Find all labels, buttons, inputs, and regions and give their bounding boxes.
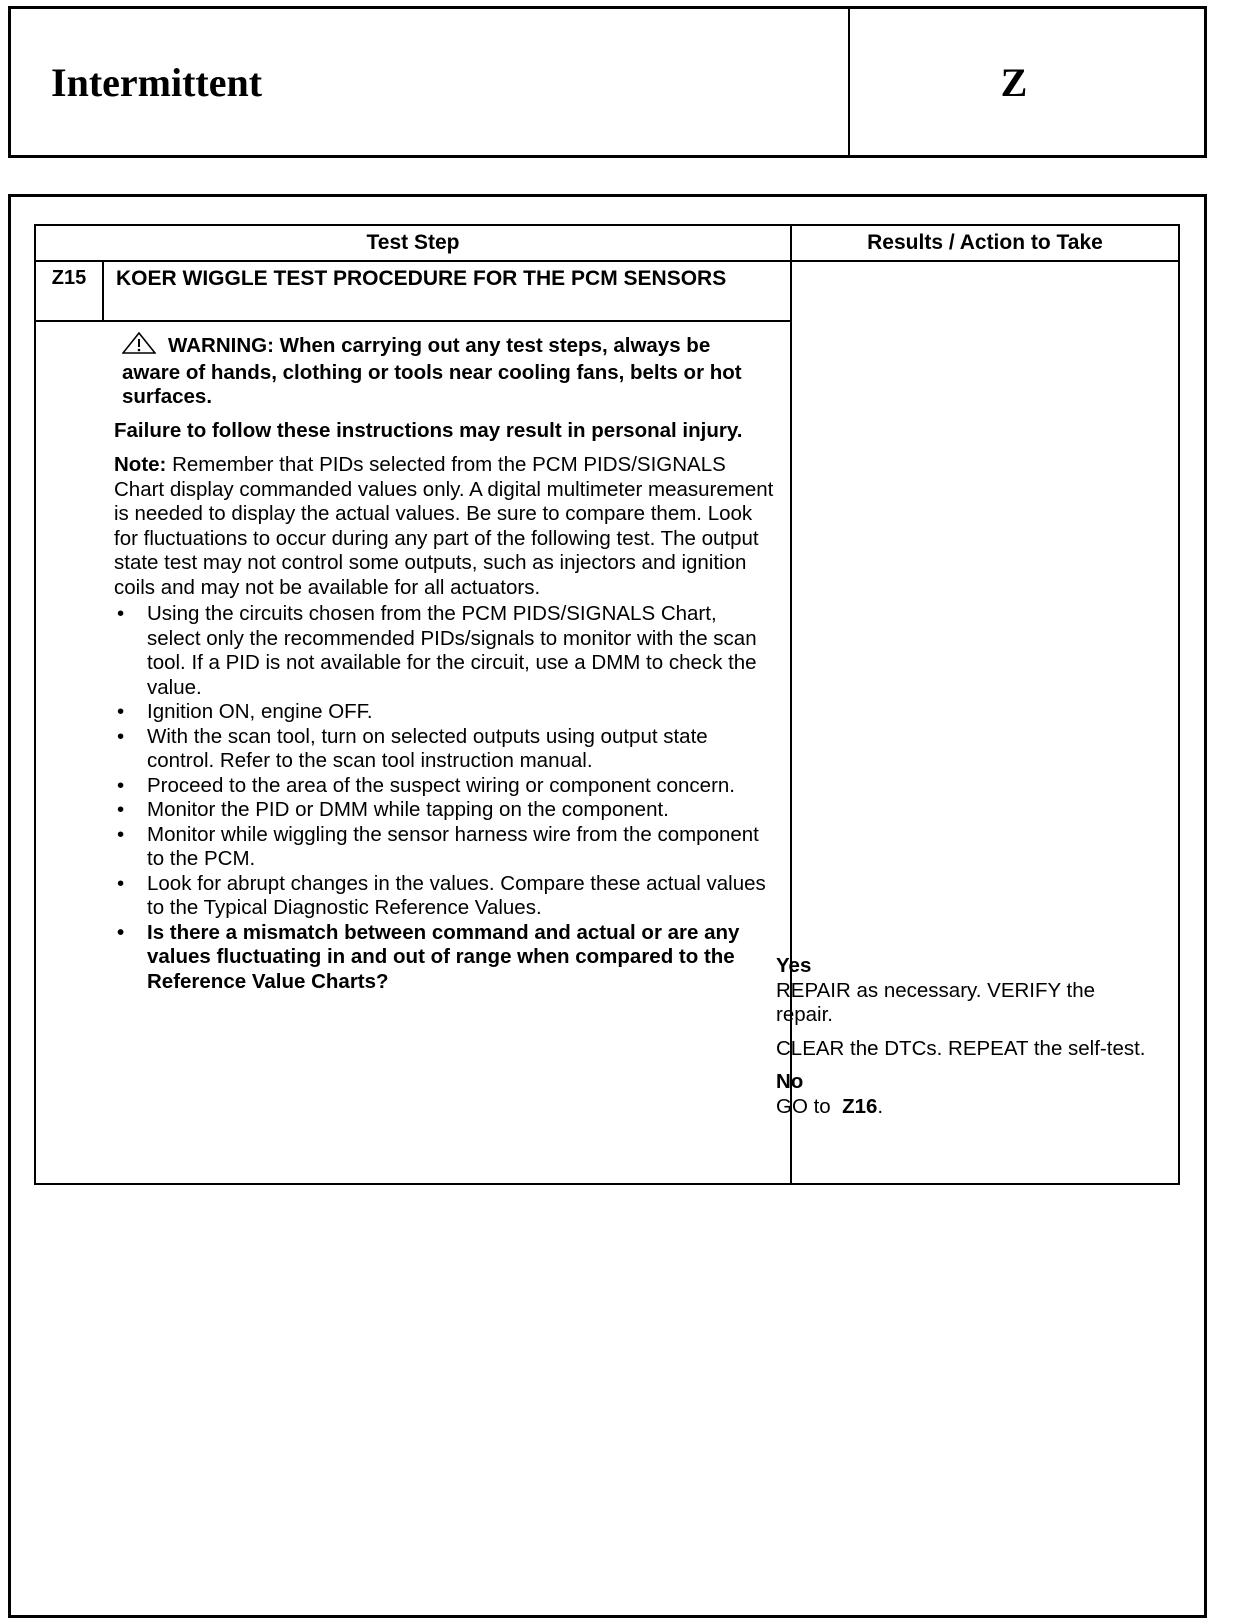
note-text: Remember that PIDs selected from the PCM PIDS/SIGNALS Chart display commanded values only. A digital multimeter measurement is needed to display the actual values. Be sure to compare them. Look for fluctuations to occur during any part of the following test. The output state test may not control some outputs, such as injectors and ignition coils and may not be available for all actuators. [114,453,774,599]
yes-action-2: CLEAR the DTCs. REPEAT the self-test. [776,1036,1146,1060]
list-item: • Ignition ON, engine OFF. [114,700,774,725]
warning-triangle-icon [122,332,156,361]
section-code: Z [1000,59,1028,105]
procedure-list [114,602,774,994]
step-body [114,332,774,994]
no-action [776,1095,1156,1120]
step-id: Z15 [36,262,104,320]
failure-text: Failure to follow these instructions may result in personal injury. [114,418,743,442]
list-item: • Monitor while wiggling the sensor harness wire from the component to the PCM. [114,823,774,872]
section-title: Intermittent [11,9,850,155]
no-action-suffix: . [877,1094,884,1118]
yes-label: Yes [776,954,812,977]
no-label: No [776,1070,804,1093]
note-label: Note: [114,453,167,476]
test-step-table [34,224,1180,1185]
column-header-test-step: Test Step [366,231,460,254]
question-item: • Is there a mismatch between command and actual or are any values fluctuating in and out of range when compared to the Reference Value Charts? [114,921,774,995]
column-header-results: Results / Action to Take [867,231,1103,254]
note-paragraph [114,453,774,600]
warning-paragraph [114,332,774,410]
list-item: • Proceed to the area of the suspect wiring or component concern. [114,774,774,799]
step-link[interactable]: Z16 [842,1094,878,1118]
no-action-prefix: GO to [776,1094,831,1118]
page-header [8,6,1207,158]
table-header-row [36,226,1178,262]
warning-text: WARNING: When carrying out any test steps, always be aware of hands, clothing or tools near cooling fans, belts or hot surfaces. [122,334,742,408]
results-block [776,954,1156,1119]
list-item: • With the scan tool, turn on selected outputs using output state control. Refer to the scan tool instruction manual. [114,725,774,774]
list-item: • Look for abrupt changes in the values. Compare these actual values to the Typical Diagnostic Reference Values. [114,872,774,921]
list-item: • Using the circuits chosen from the PCM PIDS/SIGNALS Chart, select only the recommended PIDs/signals to monitor with the scan tool. If a PID is not available for the circuit, use a DMM to check the value. [114,602,774,700]
yes-action-1: REPAIR as necessary. VERIFY the repair. [776,978,1096,1026]
list-item: • Monitor the PID or DMM while tapping on the component. [114,798,774,823]
step-title: KOER WIGGLE TEST PROCEDURE FOR THE PCM SENSORS [116,267,727,290]
title-divider [36,320,790,322]
